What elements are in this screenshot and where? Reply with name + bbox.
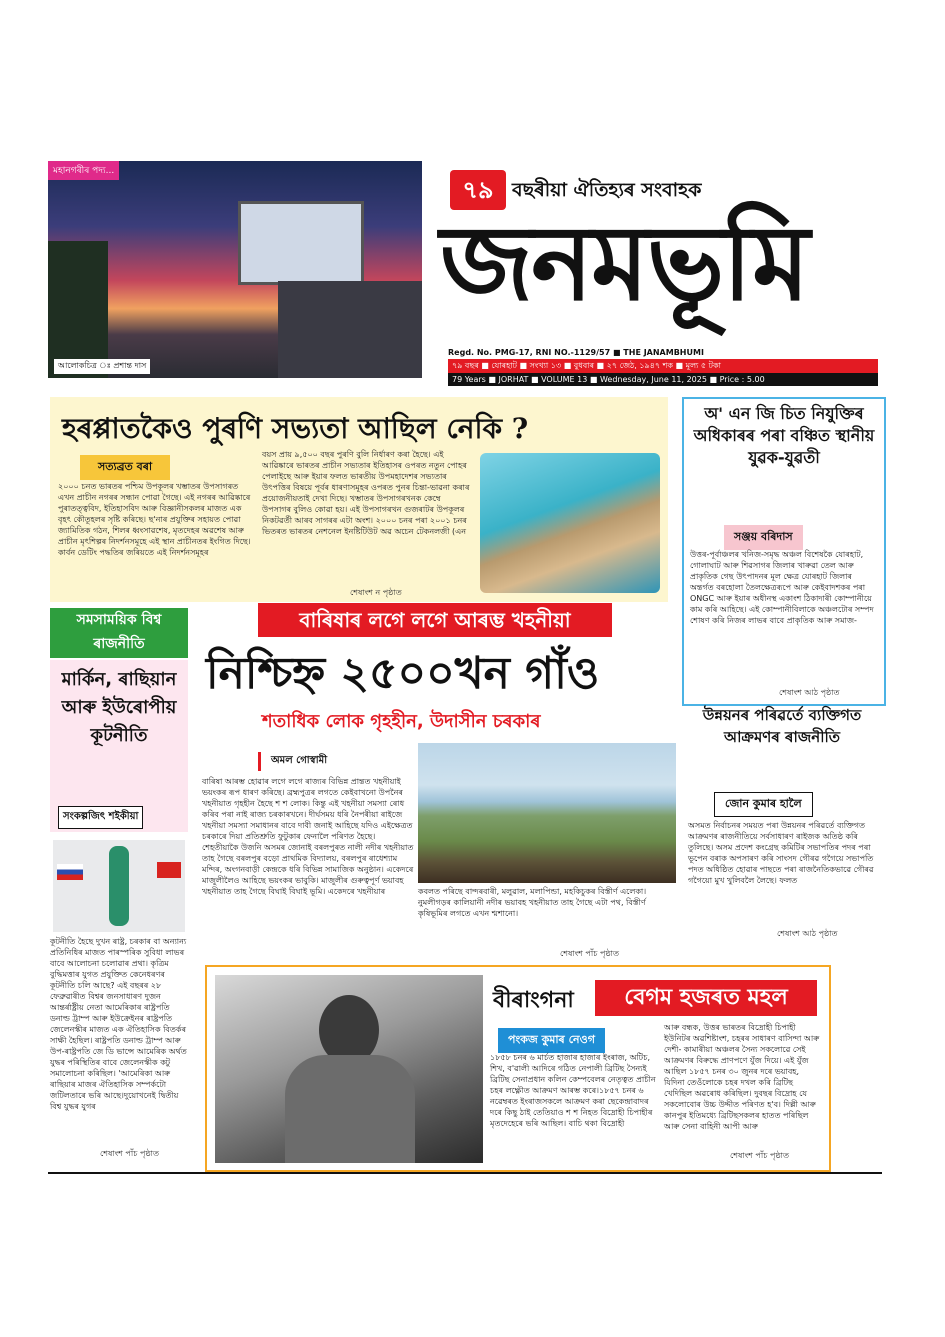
- bottom-rule: [48, 1172, 882, 1174]
- masthead-info: [448, 348, 878, 386]
- world-headline: মাৰ্কিন, ৰাছিয়ান আৰু ইউৰোপীয় কূটনীতি: [61, 669, 177, 746]
- world-continued: শেষাংশ পাঁচ পৃষ্ঠাত: [100, 1149, 160, 1158]
- ongc-continued: শেষাংশ আঠ পৃষ্ঠাত: [779, 688, 840, 697]
- ongc-byline: সঞ্জয় বৰিদাস: [724, 525, 803, 550]
- erosion-banner: বাৰিষাৰ লগে লগে আৰম্ভ খহনীয়া: [258, 603, 612, 637]
- harappa-col2: বয়স প্ৰায় ৯,৫০০ বছৰ পুৰণি বুলি নিৰ্ধাৰণ কৰা হৈছে। এই আৱিষ্কাৰে ভাৰতৰ প্ৰাচীন সভ্যতাৰ ইতিহাসৰ ওপৰত নতুন পোহৰ পেলাইছে আৰু ইয়াৰ ফলত ভাৰতীয় উপমহাদেশৰ সভ্যতাৰ উৎপত্তিৰ বিষয়ে পূৰ্বৰ ধাৰণাসমূহৰ ওপৰত পুনৰ চিন্তা-ভাৱনা কৰাৰ প্ৰয়োজনীয়তাই দেখা দিছে। খম্ভাতৰ উপসাগৰখনক কেম্বে উপসাগৰ বুলিও কোৱা হয়। এই উপসাগৰখন গুজৰাটৰ উপকূলৰ নিকটৱৰ্তী আৰব সাগৰৰ এটা অংশ। ২০০০ চনৰ পৰা ২০০১ চনৰ ভিতৰত ভাৰতৰ নেশনেল ইনষ্টিটিউট অৱ অচেন টেকনলজী (এন: [262, 450, 470, 536]
- harappa-continued: শেষাংশ ন পৃষ্ঠাত: [350, 588, 402, 597]
- erosion-caption: কবলত পৰিছে বান্দৰবাৰী, মলুৱাল, মলাপিন্ডা, মহকিচুকৰ বিস্তীৰ্ণ এলেকা। নুমলীগড়ৰ কালিয়ানী নদীৰ ভয়াবহ খহনীয়াত তাহ গৈছে এটা পথ, বিস্তীৰ্ণ কৃষিভূমিৰ লগতে এখন শ্মশানো।: [418, 887, 647, 918]
- harappa-col1: ২০০০ চনত ভাৰতৰ পশ্চিম উপকূলৰ খম্ভাতৰ উপসাগৰত এখন প্ৰাচীন নগৰৰ সন্ধান পোৱা গৈছে। এই নগৰৰ আৱিষ্কাৰে পুৰাতত্ত্ববিদ, ইতিহাসবিদ আৰু বিজ্ঞানীসকলৰ মাজত এক বৃহৎ কৌতূহলৰ সৃষ্টি কৰিছে। ছ'নাৰ প্ৰযুক্তিৰ সহায়ত পোৱা জ্যামিতিক গঠন, শিলৰ ধ্বংসাৱশেষ, মৃতদেহৰ অৱশেষ আৰু প্ৰাচীন মৃৎশিল্পৰ নিদৰ্শনসমূহে এই স্থান প্ৰাচীনতৰ ইংগিত দিছে। কাৰ্বন ডেটিং পদ্ধতিৰ জৰিয়তে এই নিদৰ্শনসমূহৰ: [58, 482, 251, 557]
- politics-continued: শেষাংশ আঠ পৃষ্ঠাত: [777, 929, 838, 938]
- building: [278, 281, 422, 378]
- erosion-body: বাৰিষা আৰম্ভ হোৱাৰ লগে লগে ৰাজ্যৰ বিভিন্ন প্ৰান্তত খহনীয়াই ভয়ংকৰ ৰূপ ধাৰণ কৰিছে। ব্ৰহ্মপুত্ৰৰ লগতে কেইবাখনো উপনৈৰ খহনীয়াত গৃহহীন হৈছে শ শ লোক। কিন্তু এই খহনীয়া সমস্যা ৰোধ কৰিব পৰা নাই ৰাজ্য চৰকাৰখনে। দীৰ্ঘসময় ধৰি নৈপৰীয়া ৰাইজে খহনীয়া সমস্যা সমাধানৰ বাবে দাবী জনাই আহিছে যদিও এইক্ষেত্ৰত চৰকাৰে দিয়া প্ৰতিশ্ৰুতি ফুটুকাৰ ফেনালৈ পৰিণত হৈছে। শেহতীয়াকৈ উজনি অসমৰ জোনাই বৰলপুৰত নালী নদীৰ খহনীয়াত তাহ গৈছে বৰলপুৰ বড়ো প্ৰাথমিক বিদ্যালয়, বৰলপুৰ ৰাধেশ্যাম মন্দিৰ, অংগনবাড়ী কেন্দ্ৰকে ধৰি বিভিন্ন সামাজিক অনুষ্ঠান। একেদৰে মাজুলীলৈও আহিছে ভয়ংকৰ ভাবুকি। মাজুলীৰ গুৰুত্বপূৰ্ণ ভয়াবহ খহনীয়াত তাহ গৈছে বিঘাই বিঘাই ভূমি। একেদৰে খহনীয়াৰ: [202, 777, 414, 896]
- story-ongc: [682, 397, 886, 706]
- ongc-body: উত্তৰ-পূৰ্বাঞ্চলৰ খনিজ-সমৃদ্ধ অঞ্চল বিশেষকৈ যোৰহাট, গোলাঘাট আৰু শিৱসাগৰ জিলাৰ খাৰুৱা তেল আৰু প্ৰাকৃতিক গেছ উৎপাদনৰ মূল ক্ষেত্ৰ যোৰহাট জিলাৰ অন্তৰ্গত বৰহোলা তৈলক্ষেত্ৰৰূপে আৰু কেইবাদশকৰ পৰা ONGC আৰু ইয়াৰ অধীনস্থ একাংশ ঠিকাদাৰী কোম্পানীয়ে কাম কৰি আহিছে। এই কোম্পানীবিলাকে অঞ্চলটোৰ সম্পদ শোষণ কৰি নিজৰ লাভৰ বাবে প্ৰাকৃতিক আৰু সমাজ-: [690, 550, 874, 625]
- world-byline: সংকল্পজিৎ শইকীয়া: [58, 806, 143, 829]
- politics-body: অসমত নিৰ্বাচনৰ সময়ত পৰা উন্নয়নৰ পৰিৱৰ্তে ব্যক্তিগত আক্ৰমণৰ ৰাজনীতিয়ে সৰ্বসাধাৰণ ৰাইজক অতিষ্ঠ কৰি তুলিছে। অসম প্ৰদেশ কংগ্ৰেছ কমিটিৰ সভাপতিৰ পদৰ পৰা ভূপেন বৰাক অপসাৰণ কৰি সাংসদ গৌৰৱ গগৈয়ে সভাপতি পদত অধিষ্ঠিত হোৱাৰ পাছতে পৰা ৰাজনৈতিকভাৱে গৌৰৱ গগৈয়ো মুখ খুলিবলৈ লৈছে। ফলত: [688, 821, 874, 885]
- story-harappa: [50, 397, 668, 602]
- begum-portrait: [215, 975, 483, 1163]
- ongc-headline: অ' এন জি চিত নিযুক্তিৰ অধিকাৰৰ পৰা বঞ্চিত স্থানীয় যুৱক-যুৱতী: [693, 404, 875, 467]
- world-section-label: সমসাময়িক বিশ্ব ৰাজনীতি: [50, 608, 188, 658]
- english-date-line: 79 Years ■ JORHAT ■ VOLUME 13 ■ Wednesday, June 11, 2025 ■ Price : 5.00: [448, 373, 878, 386]
- erosion-image: [418, 743, 676, 883]
- begum-byline: পংকজ কুমাৰ নেওগ: [498, 1028, 605, 1053]
- world-body: কূটনীতি হৈছে দুখন ৰাষ্ট্ৰ, চৰকাৰ বা অন্যান্য প্ৰতিনিধিৰ মাজত পাৰস্পৰিক সুবিধা লাভৰ বাবে আলোচনা চলোৱাৰ প্ৰথা। কৃত্ৰিম বুদ্ধিমত্তাৰ যুগত প্ৰযুক্তিত কেনেধৰণৰ কূটনীতি চলি আছে? এই বছৰৰ ২৮ ফেব্ৰুৱাৰীত বিশ্বৰ জনসাধাৰণ দুজন আন্তৰ্ৰাষ্ট্ৰীয় নেতা আমেৰিকাৰ ৰাষ্ট্ৰপতি ডনাল্ড ট্ৰাম্প আৰু ইউক্ৰেইনৰ ৰাষ্ট্ৰপতি জেলেনস্কীৰ মাজত এক ঐতিহাসিক বিতৰ্কৰ সাক্ষী হৈছিল। ৰাষ্ট্ৰপতি ডনাল্ড ট্ৰাম্প আৰু উপ-ৰাষ্ট্ৰপতি জে ডি ভান্সে আমেৰিক অৰ্থত যুদ্ধৰ পৰিস্থিতিৰ বাবে জেলেনস্কীক কটু সমালোচনা কৰিছিল। 'আমেৰিকা আৰু ৰাছিয়াৰ মাজৰ ঐতিহাসিক সম্পৰ্কটো জটিলতাৰে ভৰি আছে।দুয়োখনেই দ্বিতীয় বিশ্ব যুদ্ধৰ যুগৰ: [50, 937, 187, 1111]
- world-headline-box: [50, 660, 188, 832]
- tree: [48, 241, 108, 378]
- russia-flag-icon: [57, 864, 83, 880]
- masthead-tagline: বছৰীয়া ঐতিহ্যৰ সংবাহক: [512, 179, 702, 201]
- begum-body-2: আৰু বন্ধক, উত্তৰ ভাৰতৰ বিদ্ৰোহী চিপাহী ইউনিটৰ অৱশিষ্টাংশ, চহৰৰ সাধাৰণ বাসিন্দা আৰু দেশী- কামাৰীয়া অঞ্চলৰ সৈন্য সকলোৱে সেই আক্ৰমণৰ বিৰুদ্ধে প্ৰাণপণে যুঁজ দিয়ে। এই যুঁজ আছিল ১৮৫৭ চনৰ ৩০ জুনৰ দৰে ভয়াবহ, যিদিনা তেওঁলোকে চহৰ দখল কৰি ব্ৰিটিছ খেদিছিল অৱৰোধ কৰিছিল। দুবছৰ বিদ্ৰোহ যে সকলোবোৰ উচ্চ উদ্দীত পৰিণত হ'ব। দিল্লী আৰু কানপুৰ ইতিমধ্যে ব্ৰিটিছসকলৰ হাতত পৰিছিল আৰু সেনা বাহিনী আপী আৰু: [664, 1023, 820, 1131]
- masthead-title: জনমভূমি: [440, 201, 808, 324]
- top-photo: [48, 161, 422, 378]
- photo-credit: আলোকচিত্ৰ ঃ প্ৰশান্ত দাস: [54, 359, 150, 374]
- harappa-image: [480, 453, 660, 593]
- begum-headline: বেগম হজৰত মহল: [595, 980, 817, 1016]
- begum-continued: শেষাংশ পাঁচ পৃষ্ঠাত: [730, 1151, 790, 1160]
- politics-headline: উন্নয়নৰ পৰিৱৰ্তে ব্যক্তিগত আক্ৰমণৰ ৰাজনীতি: [702, 706, 862, 746]
- world-image: [53, 840, 185, 932]
- portrait-body: [285, 1055, 415, 1163]
- begum-label: বীৰাংগনা: [493, 988, 574, 1013]
- figure-icon: [109, 846, 129, 926]
- erosion-subhead: শতাধিক লোক গৃহহীন, উদাসীন চৰকাৰ: [262, 711, 541, 732]
- harappa-byline: সত্যব্ৰত বৰা: [80, 455, 170, 480]
- erosion-headline: নিশ্চিহ্ন ২৫০০খন গাঁও: [206, 648, 600, 699]
- erosion-continued: শেষাংশ পাঁচ পৃষ্ঠাত: [560, 949, 620, 958]
- billboard: [238, 201, 364, 285]
- politics-byline: জোন কুমাৰ হালৈ: [714, 792, 813, 817]
- story-politics: [682, 702, 882, 942]
- harappa-headline: হৰপ্পাতকৈও পুৰণি সভ্যতা আছিল নেকি ?: [62, 412, 529, 445]
- photo-tag: মহানগৰীৰ পদ্য...: [48, 161, 119, 180]
- china-flag-icon: [157, 862, 181, 878]
- years-badge: ৭৯: [450, 170, 506, 210]
- begum-body-1: ১৮৫৮ চনৰ ৬ মাৰ্চত হাজাৰ হাজাৰ ইংৰাজ, অটিচ, শিখ, ব'ৱালী আদিৰে গঠিত নেপালী ব্ৰিটিছ সৈন্যই ব্ৰিটিছ সেনাপ্ৰধান কলিন কেম্পবেলৰ নেতৃত্বত প্ৰাচীন চহৰ লক্ষ্ণৌত আক্ৰমণ আৰম্ভ কৰে।১৮৫৭ চনৰ ৬ নৱেম্বৰত ইংৰাজসকলে আক্ৰমণ কৰা ছেকেন্দ্ৰাবাদৰ দৰে কিছু ঠাই তেতিয়াও শ শ নিহত বিদ্ৰোহী চিপাহীৰ মৃতদেহেৰে ভৰি আছিল। বাচি থকা বিদ্ৰোহী: [490, 1053, 656, 1128]
- assamese-date-line: ৭৯ বছৰ ■ যোৰহাট ■ সংখ্যা ১৩ ■ বুধবাৰ ■ ২৭ জেঠ, ১৯৪৭ শক ■ মূল্য ৫ টকা: [448, 359, 878, 373]
- erosion-byline: অমল গোস্বামী: [258, 752, 337, 771]
- reg-line: Regd. No. PMG-17, RNI NO.-1129/57 ■ THE JANAMBHUMI: [448, 348, 704, 357]
